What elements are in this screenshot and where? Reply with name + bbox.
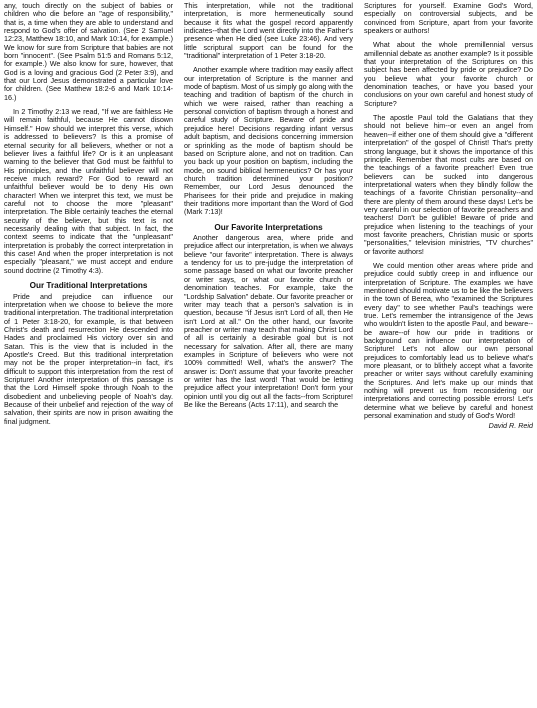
column2-paragraph-1: This interpretation, while not the traditional interpretation, is more hermeneutically sound because it fits what the gospel record apparently indicates--that the Lord went directly into the Father's presence when He died (see Luke 23:46). And very little scriptural support can be found for the "traditional" interpretation of 1 Peter 3:18-20. bbox=[184, 2, 353, 61]
column3-paragraph-1: Scriptures for yourself. Examine God's Word, especially on controversial subjects, and be convinced from Scripture, apart from your favorite speakers or authors! bbox=[364, 2, 533, 36]
text-column-2 bbox=[184, 2, 353, 706]
heading-favorite-interpretations: Our Favorite Interpretations bbox=[214, 222, 323, 232]
text-column-1 bbox=[4, 2, 173, 706]
column2-paragraph-3: Another dangerous area, where pride and prejudice affect our interpretation, is when we always believe "our favorite" interpretation. There is always a tendency for us to pre-judge the interpretation of some passage based on what our favorite preacher or writer says, or what our favorite church or denomination teaches. For example, take the "Lordship Salvation" debate. Our favorite preacher or writer may teach that a person's salvation is in question, because "if Jesus isn't Lord of all, then He isn't Lord at all." On the other hand, our favorite preacher or writer may teach that making Christ Lord of all is certainly a desirable goal but is not necessary for salvation. After all, there are many examples in Scripture of believers who were not 100% committed! Well, what's the answer? The answer is: Don't assume that your favorite preacher or writer has the last word! That would be letting prejudice affect your interpretation! Don't form your opinion until you dig out all the facts--from Scripture! Be like the Bereans (Acts 17:11), and search the bbox=[184, 233, 353, 409]
column1-paragraph-2: In 2 Timothy 2:13 we read, "If we are faithless He will remain faithful, because He cannot disown Himself." How should we interpret this verse, which is addressed to believers? Is this a promise of eternal security for all believers, whether or not a believer lives a faithful life? Or is it an unpleasant warning to the believer that God must be faithful to His principles, and the unfaithful believer will not receive much reward? For God to reward an unfaithful believer would be to deny His own character! When we interpret this text, we must be careful not to choose the more "pleasant" interpretation. The Bible certainly teaches the eternal security of the believer, but this text is not necessarily dealing with that subject. In fact, the context seems to indicate that the "unpleasant" interpretation is probably the correct interpretation in this case! And when the proper interpretation is not especially "pleasant," we must accept and endure sound doctrine (2 Timothy 4:3). bbox=[4, 107, 173, 275]
column2-paragraph-2: Another example where tradition may easily affect our interpretation of Scripture is the manner and mode of baptism. Most of us simply go along with the teaching and tradition of baptism of the church in which we were raised, rather than reaching a personal conviction of baptism through a honest and careful study of Scripture. Beware of pride and prejudice here! Decisions regarding infant versus adult baptism, and decisions concerning immersion or sprinkling as the mode of baptism should be based on Scripture alone, and not on tradition. Can you back up your position on baptism, including the mode, on sound biblical hermeneutics? Or has your church tradition determined your position? Remember, our Lord Jesus denounced the Pharisees for their pride and prejudice in making their traditions more important than the Word of God (Mark 7:13)! bbox=[184, 65, 353, 217]
text-column-3 bbox=[364, 2, 533, 706]
column3-paragraph-4-text: We could mention other areas where pride and prejudice could subtly creep in and influence our interpretation of Scripture. The examples we have mentioned should motivate us to be like the believers in the town of Berea, who "examined the Scriptures every day" to see whether Paul's teachings were true. Let's remember the intransigence of the Jews who wouldn't listen to the apostle Paul, and beware--be aware--of how our pride in traditions or background can influence our interpretation of Scripture! Let's not allow our own personal prejudices to comfortably lead us to believe what's more pleasant, or to blithely accept what a favorite preacher or writer says without carefully examining the Scriptures. And let's make up our minds that nothing will prevent us from reconsidering our interpretations and correcting possible errors! Let's determine what we believe by careful and honest personal examination and study of God's Word! bbox=[364, 260, 533, 421]
heading-traditional-interpretations: Our Traditional Interpretations bbox=[29, 281, 148, 290]
column3-paragraph-4 bbox=[364, 262, 533, 430]
column3-paragraph-3: The apostle Paul told the Galatians that they should not believe him--or even an angel from heaven--if either one of them should give a "different interpretation" of the gospel of Christ! That's pretty strong language, but it shows the importance of this principle. Remember that most cults are based on the teachings of a favorite preacher! Even true believers can be sucked into dangerous interpretational waters when they blindly follow the teachings of a favorite Christian personality--and there are plenty of them around these days! Let's be very careful in our selection of favorite preachers and teachers! Don't be gullible! Beware of pride and prejudice when listening to the teachings of your most favorite preachers, Christian music or sports "personalities," television ministries, "TV churches" or favorite authors! bbox=[364, 113, 533, 256]
column1-paragraph-3: Pride and prejudice can influence our interpretation when we choose to believe the more traditional interpretation. The traditional interpretation of 1 Peter 3:18-20, for example, is that between Christ's death and resurrection He descended into Hades and proclaimed His victory over sin and Satan. This is the view that is included in the Apostle's Creed. But this traditional interpretation may not be the proper interpretation--in fact, it's difficult to support this interpretation from the rest of Scripture! Another interpretation of this passage is that the Lord Himself spoke through Noah to the disobedient and unbelieving people of Noah's day. Because of their unbelief and rejection of the way of salvation, their spirits are now in prison awaiting the final judgment. bbox=[4, 291, 173, 426]
column1-paragraph-1: any, touch directly on the subject of babies or children who die before an "age of responsibility," that is, a time when they are able to understand and respond to God's offer of salvation. (See 2 Samuel 12:23, Matthew 18:10, and Mark 10:14, for example.) We know for sure from Scripture that babies are not born "innocent". (See Psalm 51:5 and Romans 5:12, for example.) We also know for sure, however, that God is a loving and gracious God (2 Peter 3:9), and that our Lord Jesus demonstrated a particular love for children. (See Matthew 18:2-6 and Mark 10:14-16.) bbox=[4, 2, 173, 102]
author-signature: David R. Reid bbox=[488, 420, 533, 430]
column3-paragraph-2: What about the whole premillennial versus amillennial debate as another example? Is it possible that your interpretation of the Scriptures on this subject has been affected by pride or prejudice? Do you believe what your favorite church or denomination teaches, or have you based your conclusions on your own careful and honest study of Scripture? bbox=[364, 40, 533, 108]
